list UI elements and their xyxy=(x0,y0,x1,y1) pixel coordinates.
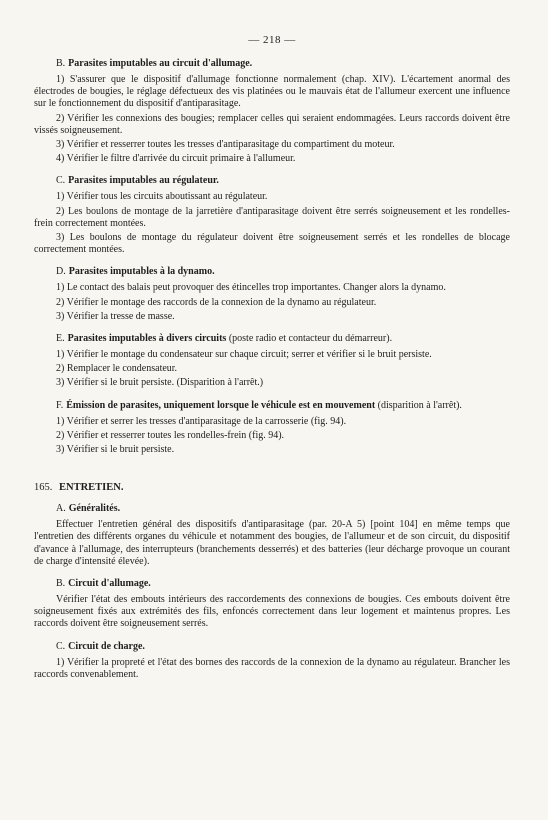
paragraph: 2) Vérifier et resserrer toutes les rondelles-frein (fig. 94). xyxy=(56,429,285,441)
paragraph: 2) Vérifier les connexions des bougies; remplacer celles qui seraient endommagées. Leurs raccords doivent être vissés soigneusement. xyxy=(34,112,510,136)
section xyxy=(34,58,510,165)
section xyxy=(34,503,510,568)
section-title: Parasites imputables à divers circuits xyxy=(67,333,227,345)
paragraph: 3) Vérifier la tresse de masse. xyxy=(56,310,175,322)
section-title: Parasites imputables au circuit d'allumage. xyxy=(68,58,253,69)
section-heading xyxy=(56,503,510,514)
paragraph: 3) Vérifier et resserrer toutes les tresses d'antiparasitage du compartiment du moteur. xyxy=(56,139,395,151)
section-title: Circuit de charge. xyxy=(68,640,145,652)
section-heading xyxy=(56,266,510,277)
section-letter: C. xyxy=(56,640,66,652)
section-letter: B. xyxy=(56,578,66,590)
paragraph: 1) Vérifier la propreté et l'état des bornes des raccords de la connexion de la dynamo au régulateur. Brancher les raccords convenablement. xyxy=(34,656,510,680)
section-letter: D. xyxy=(56,266,66,278)
paragraph: 1) Vérifier tous les circuits aboutissant au régulateur. xyxy=(56,191,268,203)
chapter-number: 165. xyxy=(34,482,53,494)
section-heading xyxy=(56,578,510,589)
section-title: Circuit d'allumage. xyxy=(68,578,151,590)
section-heading xyxy=(56,400,510,411)
section-title: Généralités. xyxy=(68,503,121,515)
section-letter: C. xyxy=(56,175,66,187)
section-letter: A. xyxy=(56,503,66,515)
paragraph: 1) S'assurer que le dispositif d'allumage fonctionne normalement (chap. XIV). L'écartement anormal des électrodes de bougies, le réglage défectueux des vis platinées ou le mauvais état de l'allumeur exercent une influence sur le fonctionnement du dispositif d'antiparasitage. xyxy=(34,74,510,110)
section-heading xyxy=(56,333,510,344)
section-letter: E. xyxy=(56,333,65,345)
section-letter: F. xyxy=(56,399,64,411)
section-title: Émission de parasites, uniquement lorsque le véhicule est en mouvement xyxy=(66,399,376,411)
paragraph: 2) Remplacer le condensateur. xyxy=(56,363,178,375)
paragraph: 2) Vérifier le montage des raccords de la connexion de la dynamo au régulateur. xyxy=(56,296,377,308)
section-heading xyxy=(56,641,510,652)
page-number: — 218 — xyxy=(248,34,296,46)
paragraph: 1) Vérifier et serrer les tresses d'antiparasitage de la carrosserie (fig. 94). xyxy=(56,415,347,427)
section-title-note: (disparition à l'arrêt). xyxy=(375,399,462,411)
paragraph: 3) Vérifier si le bruit persiste. (Disparition à l'arrêt.) xyxy=(56,377,264,389)
paragraph: 3) Vérifier si le bruit persiste. xyxy=(56,444,175,456)
section xyxy=(34,400,510,457)
chapter-title: ENTRETIEN. xyxy=(59,482,124,494)
section-title: Parasites imputables au régulateur. xyxy=(68,175,219,187)
paragraph: 1) Vérifier le montage du condensateur sur chaque circuit; serrer et vérifier si le bruit persiste. xyxy=(56,349,432,361)
section-heading xyxy=(56,58,510,69)
top-sections xyxy=(34,58,510,456)
section-heading xyxy=(56,175,510,186)
paragraph: 2) Les boulons de montage de la jarretière d'antiparasitage doivent être serrés soigneusement et les rondelles-frein correctement montées. xyxy=(34,205,510,229)
section xyxy=(34,333,510,390)
section xyxy=(34,266,510,323)
bottom-sections xyxy=(34,503,510,681)
section xyxy=(34,175,510,256)
paragraph: 4) Vérifier le filtre d'arrivée du circuit primaire à l'allumeur. xyxy=(56,153,296,165)
section xyxy=(34,641,510,681)
paragraph: 3) Les boulons de montage du régulateur doivent être soigneusement serrés et les rondelles de blocage correctement montées. xyxy=(34,232,510,256)
paragraph: Vérifier l'état des embouts intérieurs des raccordements des connexions de bougies. Ces embouts doivent être soigneusement fixés aux extrémités des fils, enfoncés correctement dans leur logement et maintenus propres. Les raccords doivent être soigneusement serrés. xyxy=(34,594,510,630)
section xyxy=(34,578,510,631)
paragraph: 1) Le contact des balais peut provoquer des étincelles trop importantes. Changer alors la dynamo. xyxy=(56,282,446,294)
paragraph: Effectuer l'entretien général des dispositifs d'antiparasitage (par. 20-A 5) [point 104] en même temps que l'entretien des différents organes du véhicule et notamment des bougies, de l'allumeur et de son circuit, du dispositif d'avance à l'allumage, des interrupteurs (branchements desserrés) et des batteries (leur décharge provoque un courant de charge d'intensité élevée). xyxy=(34,519,510,567)
section-title-note: (poste radio et contacteur du démarreur). xyxy=(226,333,393,345)
section-letter: B. xyxy=(56,58,66,69)
section-title: Parasites imputables à la dynamo. xyxy=(68,266,215,278)
chapter-heading xyxy=(34,482,510,493)
